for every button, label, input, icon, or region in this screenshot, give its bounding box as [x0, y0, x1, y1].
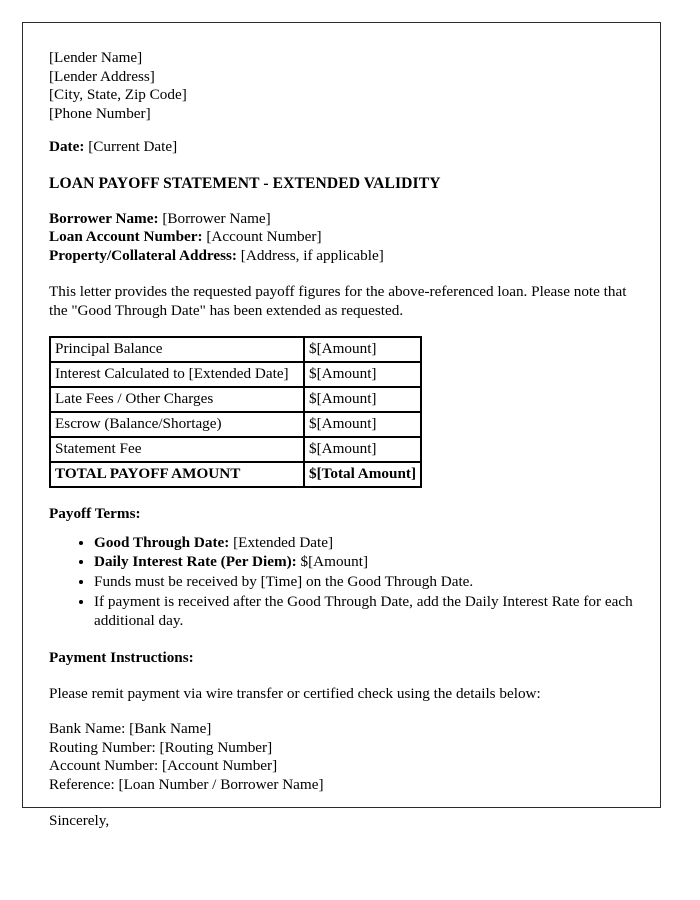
spacer	[49, 703, 634, 720]
payoff-row-amount: $[Amount]	[304, 412, 421, 437]
lender-address: [Lender Address]	[49, 67, 155, 85]
payment-instructions-heading: Payment Instructions:	[49, 648, 194, 666]
loan-account-number-value: [Account Number]	[206, 228, 322, 246]
bank-details-block	[49, 720, 634, 794]
borrower-name-line	[49, 210, 634, 229]
spacer	[49, 632, 634, 649]
list-item	[94, 573, 634, 592]
date-value: [Current Date]	[88, 138, 178, 156]
party-details-block	[49, 210, 634, 266]
loan-account-number-label: Loan Account Number:	[49, 228, 203, 246]
list-item	[94, 593, 634, 631]
payoff-table	[49, 336, 422, 488]
property-address-line	[49, 247, 634, 266]
term-value: $[Amount]	[296, 553, 369, 571]
term-label: Daily Interest Rate (Per Diem):	[94, 553, 297, 571]
payoff-row-amount: $[Amount]	[304, 362, 421, 387]
table-row	[50, 437, 421, 462]
table-row-total	[50, 462, 421, 487]
payoff-row-amount: $[Amount]	[304, 337, 421, 362]
table-row	[50, 337, 421, 362]
borrower-name-label: Borrower Name:	[49, 209, 159, 227]
payoff-total-label: TOTAL PAYOFF AMOUNT	[50, 462, 304, 487]
lender-name: [Lender Name]	[49, 49, 143, 66]
intro-paragraph: This letter provides the requested payoff figures for the above-referenced loan. Please note that the "Good Through Date" has been extended as requested.	[49, 283, 627, 320]
table-row	[50, 362, 421, 387]
borrower-name-value: [Borrower Name]	[162, 209, 271, 227]
spacer	[49, 667, 634, 684]
list-item	[94, 534, 634, 553]
loan-account-number-line	[49, 228, 634, 247]
payment-instructions-paragraph: Please remit payment via wire transfer or certified check using the details below:	[49, 685, 541, 703]
spacer	[49, 265, 634, 282]
payoff-total-amount: $[Total Amount]	[304, 462, 421, 487]
property-address-label: Property/Collateral Address:	[49, 246, 237, 264]
table-row	[50, 412, 421, 437]
spacer	[49, 123, 634, 138]
spacer	[49, 157, 634, 174]
lender-city-state-zip: [City, State, Zip Code]	[49, 86, 187, 104]
document-body	[23, 23, 660, 830]
payoff-row-label: Interest Calculated to [Extended Date]	[50, 362, 304, 387]
term-value: Funds must be received by [Time] on the Good Through Date.	[94, 573, 474, 591]
lender-phone: [Phone Number]	[49, 104, 151, 122]
account-number-line: Account Number: [Account Number]	[49, 757, 278, 775]
date-label: Date:	[49, 138, 85, 156]
payoff-row-label: Late Fees / Other Charges	[50, 387, 304, 412]
table-row	[50, 387, 421, 412]
closing-salutation: Sincerely,	[49, 811, 110, 829]
bank-name-line: Bank Name: [Bank Name]	[49, 720, 212, 738]
list-item	[94, 553, 634, 572]
term-label: Good Through Date:	[94, 533, 230, 551]
term-value: [Extended Date]	[229, 533, 334, 551]
page-title: LOAN PAYOFF STATEMENT - EXTENDED VALIDITY	[49, 174, 441, 192]
routing-number-line: Routing Number: [Routing Number]	[49, 738, 273, 756]
reference-line: Reference: [Loan Number / Borrower Name]	[49, 775, 324, 793]
payoff-terms-list	[49, 534, 634, 631]
term-value: If payment is received after the Good Through Date, add the Daily Interest Rate for each additional day.	[94, 593, 633, 629]
document-page	[22, 22, 661, 829]
spacer	[49, 488, 634, 505]
payoff-row-label: Principal Balance	[50, 337, 304, 362]
spacer	[49, 795, 634, 812]
payoff-row-label: Statement Fee	[50, 437, 304, 462]
payoff-row-label: Escrow (Balance/Shortage)	[50, 412, 304, 437]
payoff-row-amount: $[Amount]	[304, 387, 421, 412]
payoff-row-amount: $[Amount]	[304, 437, 421, 462]
payoff-table-body	[50, 337, 421, 487]
lender-address-block	[49, 49, 634, 123]
spacer	[49, 193, 634, 210]
payoff-terms-heading: Payoff Terms:	[49, 505, 141, 523]
property-address-value: [Address, if applicable]	[240, 246, 384, 264]
date-line	[49, 138, 634, 157]
